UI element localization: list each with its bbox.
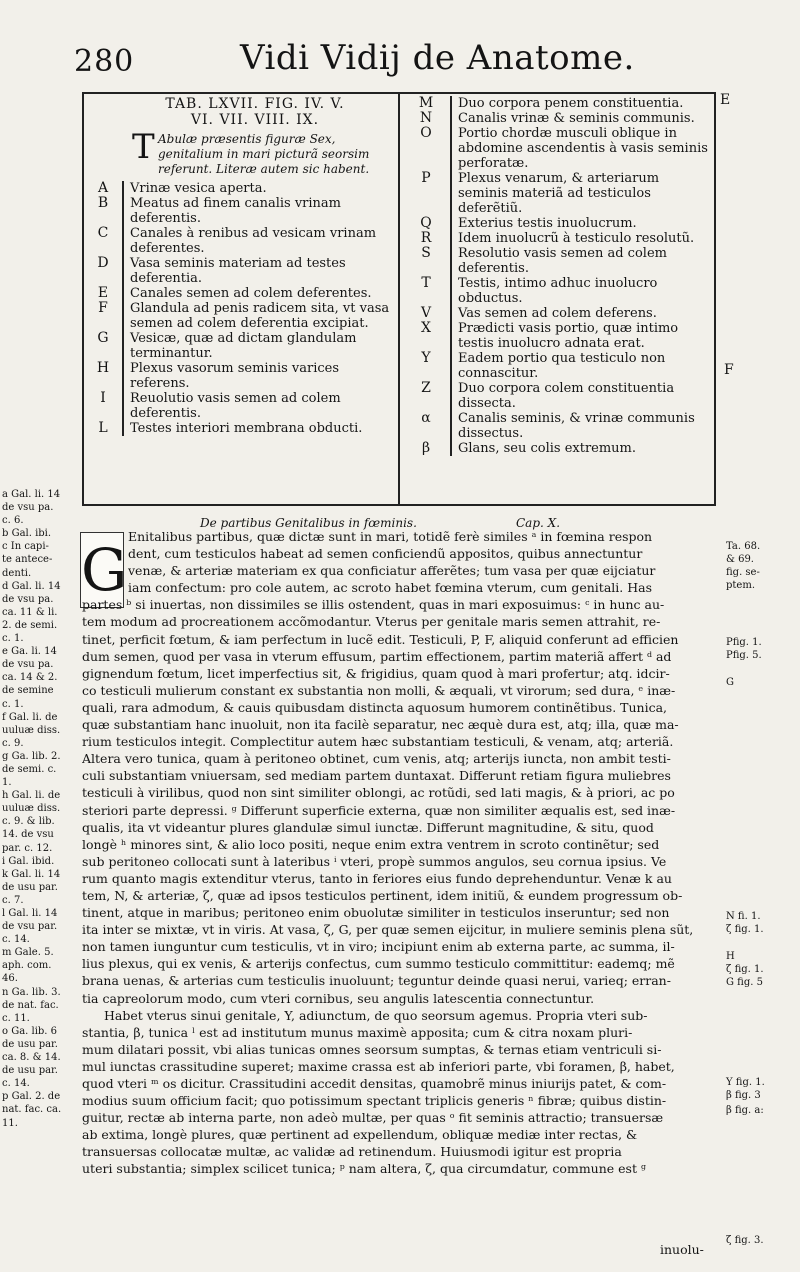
margin-note-left-line: c. 6. bbox=[2, 515, 24, 527]
key-description: Prædicti vasis portio, quæ intimo testis inuolucro adnata erat. bbox=[458, 321, 679, 351]
margin-note-right-line: G fig. 5 bbox=[726, 977, 763, 988]
body-line: non tamen iunguntur cum testiculis, vt in viro; incipiunt enim ab externa parte, ac summa, il- bbox=[82, 939, 675, 955]
body-line: quæ substantiam hanc inuoluit, non ita facilè separatur, nec æquè dura est, atq; illa, quæ ma- bbox=[82, 717, 679, 733]
key-description: Glans, seu colis extremum. bbox=[458, 441, 637, 456]
page-number: 280 bbox=[74, 44, 135, 79]
side-letter-middle: F bbox=[724, 362, 734, 378]
margin-note-left-line: o Ga. lib. 6 bbox=[2, 1025, 58, 1037]
key-column-left bbox=[84, 96, 396, 436]
side-letter-top: E bbox=[720, 92, 731, 108]
margin-note-left-line: c. 9. bbox=[2, 737, 24, 749]
key-row-left bbox=[84, 256, 396, 286]
body-line: rum quanto magis extenditur vterus, tanto in feriores eius fundo deprehenduntur. Venæ k au bbox=[82, 870, 672, 886]
body-line: sub peritoneo collocati sunt à lateribus ⁱ vteri, propè summos angulos, seu cornua ipsius. Ve bbox=[82, 853, 667, 869]
margin-note-right bbox=[726, 1234, 800, 1247]
margin-note-left-line: de vsu pa. bbox=[2, 593, 54, 605]
key-rule bbox=[450, 216, 452, 231]
key-description: Testis, intimo adhuc inuolucro obductus. bbox=[458, 276, 658, 306]
key-letter: F bbox=[98, 300, 108, 316]
margin-note-left-line: c. 14. bbox=[2, 1078, 30, 1090]
margin-note-right bbox=[726, 676, 800, 689]
key-row-left bbox=[84, 421, 396, 436]
key-letter: B bbox=[97, 195, 109, 211]
margin-note-left-line: ca. 8. & 14. bbox=[2, 1052, 61, 1064]
key-letter: T bbox=[421, 275, 431, 291]
key-rule bbox=[450, 171, 452, 216]
margin-note-right bbox=[726, 1104, 800, 1117]
key-rule bbox=[122, 301, 124, 331]
margin-note-left-line: uuluæ diss. bbox=[2, 803, 61, 815]
table-intro bbox=[84, 127, 396, 177]
key-description: Reuolutio vasis semen ad colem deferentis. bbox=[130, 391, 341, 421]
key-description: Idem inuolucrũ à testiculo resolutũ. bbox=[458, 231, 695, 246]
key-rule bbox=[450, 246, 452, 276]
key-rule bbox=[122, 391, 124, 421]
key-row-right bbox=[402, 246, 714, 276]
margin-notes-left bbox=[2, 488, 76, 1130]
body-line: quod vteri ᵐ os dicitur. Crassitudini accedit densitas, quamobrẽ minus iniurijs patet, & com- bbox=[82, 1076, 667, 1091]
margin-note-left-line: 2. de semi. bbox=[2, 619, 58, 631]
body-line: partes ᵇ si inuertas, non dissimiles se illis ostendent, quas in mari exposuimus: ᶜ in hunc au- bbox=[82, 597, 665, 613]
key-rule bbox=[122, 286, 124, 301]
key-row-right bbox=[402, 321, 714, 351]
margin-note-left-line: 1. bbox=[2, 777, 12, 789]
key-row-left bbox=[84, 331, 396, 361]
margin-note-left-line: de semine bbox=[2, 685, 54, 697]
key-letter: D bbox=[97, 255, 109, 271]
body-line: tia capreolorum modo, cum vteri cornibus, seu angulis latescentia connectuntur. bbox=[82, 990, 595, 1006]
key-row-left bbox=[84, 196, 396, 226]
key-description: Plexus vasorum seminis varices referens. bbox=[130, 361, 340, 391]
key-rule bbox=[122, 331, 124, 361]
key-description: Vasa seminis materiam ad testes deferentia. bbox=[130, 256, 346, 286]
margin-note-left-line: b Gal. ibi. bbox=[2, 528, 52, 540]
key-column-right bbox=[402, 96, 714, 456]
margin-note-left-line: de usu par. bbox=[2, 1065, 58, 1077]
margin-note-left-line: i Gal. ibid. bbox=[2, 855, 55, 867]
key-rule bbox=[122, 226, 124, 256]
key-rule bbox=[450, 126, 452, 171]
key-letter: P bbox=[421, 170, 431, 186]
margin-note-right-line: N fi. 1. bbox=[726, 911, 761, 922]
body-line: tem, N, & arteriæ, ζ, quæ ad ipsos testiculos pertinent, idem initiũ, & eundem progressum ob- bbox=[82, 887, 683, 903]
table-heading-line2: VI. VII. VIII. IX. bbox=[190, 112, 320, 128]
body-line: mul iunctas crassitudine superet; maxime crassa est ab inferiori parte, vbi foramen, β, habet, bbox=[82, 1058, 675, 1074]
key-rule bbox=[450, 306, 452, 321]
key-description: Canalis seminis, & vrinæ communis dissectus. bbox=[458, 411, 695, 441]
key-letter: E bbox=[97, 285, 109, 301]
margin-note-left-line: c In capi- bbox=[2, 541, 49, 553]
margin-note-right bbox=[726, 950, 800, 989]
key-letter: O bbox=[420, 125, 432, 141]
key-rule bbox=[450, 411, 452, 441]
margin-note-left-line: ca. 11 & li. bbox=[2, 606, 58, 618]
key-letter: L bbox=[98, 420, 108, 436]
key-row-right bbox=[402, 351, 714, 381]
margin-note-left-line: aph. com. bbox=[2, 960, 52, 972]
key-row-right bbox=[402, 111, 714, 126]
key-row-left bbox=[84, 391, 396, 421]
margin-note-right-line: fig. se- bbox=[726, 567, 760, 578]
key-description: Meatus ad finem canalis vrinam deferentis. bbox=[130, 196, 341, 226]
key-description: Eadem portio qua testiculo non connascitur. bbox=[458, 351, 666, 381]
key-rule bbox=[122, 256, 124, 286]
margin-note-left-line: g Ga. lib. 2. bbox=[2, 750, 61, 762]
key-rule bbox=[450, 231, 452, 246]
key-description: Vrinæ vesica aperta. bbox=[130, 181, 267, 196]
margin-note-left-line: de nat. fac. bbox=[2, 999, 59, 1011]
key-rule bbox=[122, 181, 124, 196]
body-line: mum dilatari possit, vbi alias tunicas omnes seorsum sumptas, & ternas etiam ventriculi si- bbox=[82, 1041, 662, 1057]
margin-note-right-line: Pfig. 1. bbox=[726, 637, 762, 648]
margin-note-left-line: 46. bbox=[2, 973, 18, 985]
margin-note-right-line: H bbox=[726, 951, 735, 962]
key-description: Canales semen ad colem deferentes. bbox=[130, 286, 372, 301]
margin-note-right bbox=[726, 540, 800, 592]
key-rule bbox=[450, 381, 452, 411]
key-letter: Q bbox=[420, 215, 432, 231]
key-letter: S bbox=[421, 245, 431, 261]
body-line: qualis, ita vt videantur plures glandulæ simul iunctæ. Differunt magnitudine, & situ, quod bbox=[82, 819, 654, 835]
key-rule bbox=[450, 276, 452, 306]
margin-note-left-line: m Gale. 5. bbox=[2, 947, 54, 959]
key-description: Duo corpora colem constituentia dissecta. bbox=[458, 381, 675, 411]
table-heading-line1: TAB. LXVII. FIG. IV. V. bbox=[165, 96, 345, 112]
margin-note-left-line: l Gal. li. 14 bbox=[2, 908, 58, 919]
key-letter: H bbox=[96, 360, 110, 376]
key-row-right bbox=[402, 411, 714, 441]
body-line: ita inter se mixtæ, vt in viris. At vasa, ζ, G, per quæ semen eijcitur, in muliere seminis plena sũt, bbox=[82, 922, 694, 938]
key-column-divider bbox=[398, 92, 400, 506]
key-description: Portio chordæ musculi oblique in abdomine ascendentis à vasis seminis perforatæ. bbox=[458, 126, 708, 171]
margin-note-left-line: n Ga. lib. 3. bbox=[2, 986, 61, 998]
margin-note-left-line: c. 9. & lib. bbox=[2, 816, 55, 828]
body-line: co testiculi mulierum constant ex substantia non molli, & æquali, vt virorum; sed dura, ᵉ inæ- bbox=[82, 682, 676, 698]
body-line: venæ, & arteriæ materiam ex qua conficiatur afferẽtes; tum vasa per quæ eijciatur bbox=[128, 563, 656, 579]
margin-note-left-line: c. 11. bbox=[2, 1012, 30, 1024]
key-rule bbox=[450, 441, 452, 456]
key-letter: V bbox=[420, 305, 432, 321]
key-description: Vas semen ad colem deferens. bbox=[458, 306, 657, 321]
margin-note-right-line: ptem. bbox=[726, 580, 755, 591]
key-letter: I bbox=[100, 390, 106, 406]
key-description: Canalis vrinæ & seminis communis. bbox=[458, 111, 695, 126]
body-line: ab extima, longè plures, quæ pertinent ad expellendum, obliquæ mediæ inter rectas, & bbox=[82, 1127, 638, 1143]
margin-note-left-line: de vsu pa. bbox=[2, 659, 54, 671]
margin-note-right-line: Pfig. 5. bbox=[726, 650, 762, 661]
body-line: tem modum ad procreationem accõmodantur. Vterus per genitale maris semen attrahit, re- bbox=[82, 614, 661, 630]
margin-note-right-line: Y fig. 1. bbox=[726, 1077, 765, 1088]
key-description: Exterius testis inuolucrum. bbox=[458, 216, 637, 231]
margin-note-right bbox=[726, 910, 800, 936]
key-row-right bbox=[402, 216, 714, 231]
margin-note-right-line: ζ fig. 3. bbox=[726, 1235, 764, 1246]
margin-note-left-line: k Gal. li. 14 bbox=[2, 868, 61, 880]
margin-note-left-line: p Gal. 2. de bbox=[2, 1091, 61, 1103]
key-row-left bbox=[84, 361, 396, 391]
margin-note-left-line: ca. 14 & 2. bbox=[2, 672, 58, 684]
key-rule bbox=[450, 351, 452, 381]
chapter-title: De partibus Genitalibus in fœminis. bbox=[200, 516, 417, 530]
margin-note-left-line: 11. bbox=[2, 1117, 18, 1129]
body-line: quali, rara admodum, & cauis quibusdam distincta aquosum humorem continẽtibus. Tunica, bbox=[82, 699, 668, 715]
key-letter: X bbox=[421, 320, 431, 336]
key-row-right bbox=[402, 441, 714, 456]
margin-note-left-line: a Gal. li. 14 bbox=[2, 489, 61, 500]
body-line: uteri substantia; simplex scilicet tunica; ᵖ nam altera, ζ, qua circumdatur, commune est ᵍ bbox=[82, 1161, 646, 1177]
margin-note-right bbox=[726, 1076, 800, 1102]
key-letter: β bbox=[421, 440, 431, 456]
margin-note-left-line: e Ga. li. 14 bbox=[2, 646, 57, 658]
key-row-right bbox=[402, 306, 714, 321]
margin-note-left-line: par. c. 12. bbox=[2, 842, 53, 854]
body-line: Habet vterus sinui genitale, Y, adiunctum, de quo seorsum agemus. Propria vteri sub- bbox=[104, 1007, 648, 1023]
margin-note-left-line: h Gal. li. de bbox=[2, 790, 61, 802]
body-line: dent, cum testiculos habeat ad semen conficiendũ appositos, quibus annectuntur bbox=[128, 546, 643, 562]
margin-note-right-line: ζ fig. 1. bbox=[726, 924, 764, 935]
intro-text: Abulæ præsentis figuræ Sex, genitalium in mari picturã seorsim referunt. Literæ autem sic habent. bbox=[158, 132, 370, 176]
margin-note-left-line: d Gal. li. 14 bbox=[2, 580, 61, 592]
key-row-right bbox=[402, 231, 714, 246]
margin-note-left-line: c. 7. bbox=[2, 894, 24, 906]
margin-note-left-line: 14. de vsu bbox=[2, 829, 54, 841]
margin-note-left-line: uuluæ diss. bbox=[2, 724, 61, 736]
margin-note-right-line: G bbox=[726, 677, 734, 688]
margin-note-left-line: c. 1. bbox=[2, 633, 24, 645]
body-line: gignendum fœtum, licet imperfectius sit, & frigidius, quam quod à mari profertur; atq. idcir- bbox=[82, 665, 670, 681]
margin-note-left-line: f Gal. li. de bbox=[2, 711, 58, 723]
margin-note-left-line: de semi. c. bbox=[2, 763, 57, 775]
margin-note-left-line: c. 1. bbox=[2, 698, 24, 710]
margin-note-left-line: de vsu pa. bbox=[2, 502, 54, 514]
body-line: Altera vero tunica, quam à peritoneo obtinet, cum venis, atq; arterijs iuncta, non ambit testi- bbox=[82, 751, 671, 767]
key-letter: Z bbox=[421, 380, 431, 396]
key-rule bbox=[122, 361, 124, 391]
running-head: Vidi Vidij de Anatome. bbox=[240, 38, 635, 78]
key-description: Resolutio vasis semen ad colem deferentis. bbox=[458, 246, 667, 276]
key-rule bbox=[122, 421, 124, 436]
body-line: brana uenas, & arterias cum testiculis inuoluunt; teguntur deinde quasi nerui, varieq; erran- bbox=[82, 973, 671, 989]
key-letter: A bbox=[97, 180, 109, 196]
body-line: stantia, β, tunica ˡ est ad institutum munus maximè apposita; cum & citra noxam pluri- bbox=[82, 1024, 633, 1040]
margin-note-right bbox=[726, 636, 800, 662]
key-letter: α bbox=[421, 410, 431, 426]
body-line: tinet, perficit fœtum, & iam perfectum in lucẽ edit. Testiculi, P, F, aliquid conferunt ad efficien bbox=[82, 631, 679, 647]
margin-note-left-line: nat. fac. ca. bbox=[2, 1104, 62, 1116]
key-letter: C bbox=[97, 225, 109, 241]
key-rule bbox=[450, 321, 452, 351]
catchword: inuolu- bbox=[660, 1242, 704, 1257]
key-letter: N bbox=[419, 110, 433, 126]
key-rule bbox=[122, 196, 124, 226]
key-rule bbox=[450, 111, 452, 126]
body-line: tinent, atque in maribus; peritoneo enim obuolutæ similiter in testiculos inseruntur; sed non bbox=[82, 905, 670, 921]
margin-note-right-line: & 69. bbox=[726, 554, 754, 565]
key-row-left bbox=[84, 301, 396, 331]
key-description: Plexus venarum, & arteriarum seminis materiã ad testiculos deferẽtiũ. bbox=[458, 171, 660, 216]
key-letter: G bbox=[97, 330, 109, 346]
key-row-left bbox=[84, 286, 396, 301]
margin-note-left-line: c. 14. bbox=[2, 934, 30, 946]
key-row-right bbox=[402, 276, 714, 306]
key-row-right bbox=[402, 381, 714, 411]
body-line: culi substantiam vniuersam, sed mediam partem duntaxat. Differunt retiam figura muliebres bbox=[82, 768, 671, 784]
key-letter: M bbox=[418, 95, 434, 111]
key-row-right bbox=[402, 126, 714, 171]
body-line: iam confectum: pro cole autem, ac scroto habet fœmina vterum, cum genitali. Has bbox=[128, 580, 652, 596]
key-letter: Y bbox=[421, 350, 431, 366]
margin-note-right-line: β fig. a: bbox=[726, 1105, 764, 1116]
key-description: Glandula ad penis radicem sita, vt vasa semen ad colem deferentia excipiat. bbox=[130, 301, 390, 331]
chapter-body-text bbox=[82, 528, 718, 1178]
margin-note-right-line: β fig. 3 bbox=[726, 1090, 761, 1101]
key-description: Canales à renibus ad vesicam vrinam deferentes. bbox=[130, 226, 377, 256]
key-row-left bbox=[84, 181, 396, 196]
body-line: steriori parte depressi. ᵍ Differunt superficie externa, quæ non similiter æqualis est, sed inæ- bbox=[82, 802, 676, 818]
margin-note-left-line: te antece- bbox=[2, 554, 53, 566]
margin-note-left-line: de usu par. bbox=[2, 881, 58, 893]
key-letter: R bbox=[420, 230, 432, 246]
key-rule bbox=[450, 96, 452, 111]
key-row-left bbox=[84, 226, 396, 256]
chapter-number: Cap. X. bbox=[516, 516, 561, 530]
body-line: Enitalibus partibus, quæ dictæ sunt in mari, totidẽ ferè similes ᵃ in fœmina respon bbox=[128, 529, 653, 544]
margin-note-left-line: de usu par. bbox=[2, 1038, 58, 1050]
margin-note-right-line: Ta. 68. bbox=[726, 541, 761, 552]
chapter-initial: G bbox=[80, 532, 124, 608]
key-description: Vesicæ, quæ ad dictam glandulam terminantur. bbox=[130, 331, 357, 361]
key-description: Testes interiori membrana obducti. bbox=[130, 421, 363, 436]
body-line: dum semen, quod per vasa in vterum effusum, partim effectionem, partim materiã affert ᵈ ad bbox=[82, 648, 672, 664]
intro-initial: T bbox=[132, 127, 155, 167]
body-line: longè ʰ minores sint, & alio loco positi, neque enim extra ventrem in scroto continẽtur; sed bbox=[82, 836, 660, 852]
body-line: guitur, rectæ ab interna parte, non adeò multæ, per quas ᵒ fit seminis attractio; transuersæ bbox=[82, 1110, 664, 1126]
body-line: rium testiculos integit. Complectitur autem hæc substantiam testiculi, & venam, atq; arteriã. bbox=[82, 734, 674, 750]
key-row-right bbox=[402, 171, 714, 216]
margin-note-left-line: denti. bbox=[2, 567, 32, 579]
body-line: lius plexus, qui ex venis, & arterijs confectus, cum summo testiculo committitur: eademq; mẽ bbox=[82, 956, 675, 972]
key-description: Duo corpora penem constituentia. bbox=[458, 96, 684, 111]
body-line: transuersas collocatæ multæ, ac validæ ad retinendum. Huiusmodi igitur est propria bbox=[82, 1144, 622, 1160]
margin-note-right-line: ζ fig. 1. bbox=[726, 964, 764, 975]
key-row-right bbox=[402, 96, 714, 111]
body-line: modius suum officium facit; quo potissimum spectant triplicis generis ⁿ fibræ; quibus distin- bbox=[82, 1093, 667, 1109]
body-line: testiculi à virilibus, quod non sint similiter oblongi, ac rotũdi, sed lati magis, & à priori, ac po bbox=[82, 785, 675, 801]
margin-note-left-line: de vsu par. bbox=[2, 921, 58, 933]
